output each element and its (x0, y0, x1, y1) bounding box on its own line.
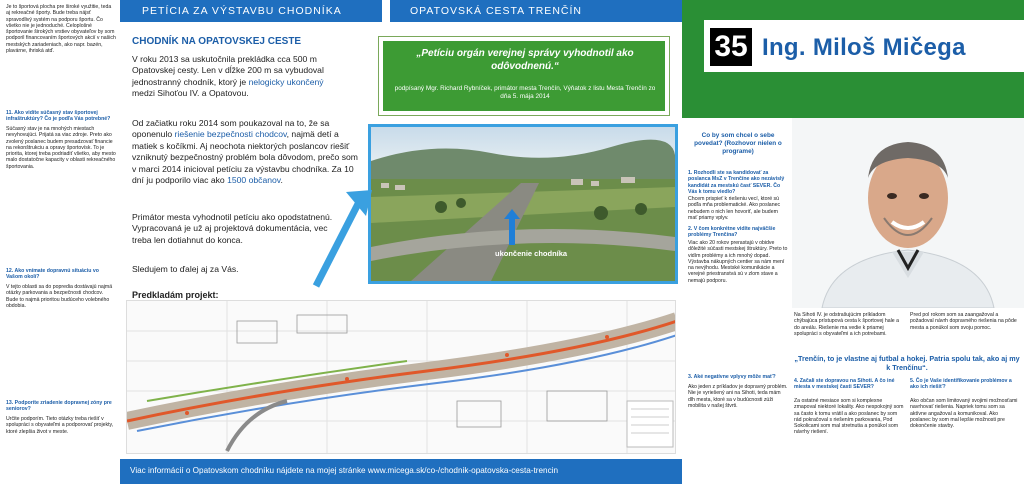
candidate-portrait (792, 118, 1024, 308)
question-11: 11. Ako vidíte súčasný stav športovej infraštruktúry? Čo je podľa Vás potrebné? (6, 110, 111, 123)
interview-a2: Viac ako 20 rokov prerastajú v obidve dôležité súčasti mestskej štruktúry. Preto to vidím problémy a ich mnohý dopad. Výstavba nákupných centier sa nám mení na nevýhodu. Mestské komunikácie a verejné priestranstvá sú v zlom stave a nemajú podporu. (688, 240, 788, 284)
article-para-1-highlight: nelogicky ukončený (248, 76, 324, 87)
banner-title-right: OPATOVSKÁ CESTA TRENČÍN (410, 5, 582, 17)
footer-bar (120, 459, 682, 484)
article-para-1-text: V roku 2013 sa uskutočnila prekládka cca 500 m Opatovskej cesty. Len v dĺžke 200 m sa vybudoval jednostranný chodník, ktorý je (132, 54, 324, 87)
quote-box (378, 36, 670, 116)
candidate-number: 35 (710, 28, 752, 66)
center-column (120, 0, 682, 484)
article-heading: CHODNÍK NA OPATOVSKEJ CESTE (132, 36, 302, 47)
left-column (0, 0, 120, 484)
left-para-1: Je to športová plocha pre široké využitie, teda aj rekreačné športy. Bude treba nájsť spravodlivý systém na podporu športu. Čo všetko nie je jednoduché. Celoplošné športovanie širokých vrstiev obyvateľov by som podporil financovaním športových akcií v našich mestských zariadeniach, ako napr. bazén, plavárne, ihriská atď. (6, 4, 116, 55)
article-para-1-end: medzi Sihoťou IV. a Opatovou. (132, 88, 249, 99)
left-para-3: V tejto oblasti sa do popredia dostávajú najmä otázky parkovania a bezpečnosti chodcov. Bude to najmä prioritou budúceho volebného obdobia. (6, 284, 113, 309)
article-para-2-highlight: riešenie bezpečnosti chodcov (174, 129, 287, 140)
interview-q1: 1. Rozhodli ste sa kandidovať za poslanca MsZ v Trenčíne ako nezávislý kandidát za mestskú časť SEVER. Čo Vás k tomu viedlo? (688, 170, 785, 195)
interview-a3: Ako jeden z príkladov je dopravný problém. Nie je vyriešený ani na Sihoti, teda mám dlh mesta, ktoré sa v budúcnosti zúži mobilita v našej štvrti. (688, 384, 788, 409)
pull-quote: „Trenčín, to je vlastne aj futbal a hokej. Patria spolu tak, ako aj my k Trenčínu“. (794, 354, 1020, 372)
banner-divider (382, 0, 390, 22)
footer-text: Viac informácií o Opatovskom chodníku nájdete na mojej stránke www.micega.sk/co-/chodnik-opatovska-cesta-trencin (130, 466, 559, 475)
article-para-2 (132, 118, 360, 186)
article-para-2-end: . (280, 175, 283, 186)
right-para-1: Na Sihoti IV. je odstrašujúcim príkladom chýbajúca prístupová cesta k športovej hale a do areálu. Riešenie ma vedie k priamej spolupráci s obyvateľmi a ich potrebami. (794, 312, 899, 337)
project-label: Predkladám projekt: (132, 290, 219, 300)
interview-q3: 3. Aké negatívne vplyvy môže mať? (688, 374, 776, 380)
candidate-header (682, 0, 1024, 118)
question-12: 12. Ako vnímate dopravnú situáciu vo Vašom okolí? (6, 268, 99, 281)
top-banner (120, 0, 682, 22)
article-para-1 (132, 54, 338, 100)
aerial-photo (368, 124, 678, 284)
interview-q5: 5. Čo je Vaše identifikovanie problémov a ako ich riešiť? (910, 378, 1012, 391)
interview-q2: 2. V čom konkrétne vidíte najväčšie problémy Trenčína? (688, 226, 776, 239)
article-para-2-body: , najmä detí a matiek s kočíkmi. Aj neochota niektorých poslancov riešiť vzniknutý bezpečnostný problém bola dôvodom, prečo som v marci 2014 inicioval petíciu za výstavbu chodníka. Za 10 dní ju podporilo viac ako (132, 129, 358, 186)
left-para-2: Súčasný stav je na mnohých miestach nevyhovujúci. Prijatá sa viac zdroje. Preto ako zvolený poslanec budem presadzovať financie na rekonštrukciu a opravy športovísk. To je priorita, ktorej treba podriadiť všetko, aby mesto malo dostatočne kapacity v oblasti rekreačného športovania. (6, 126, 116, 170)
article-para-3: Primátor mesta vyhodnotil petíciu ako opodstatnenú. Vypracovaná je už aj projektová dokumentácia, vec treba len dotiahnut do konca. (132, 212, 333, 245)
interview-title: Co by som chcel o sebe povedat? (Rozhovor nielen o programe) (694, 132, 782, 155)
quote-source: podpísaný Mgr. Richard Rybníček, primátor mesta Trenčín, Výňatok z listu Mesta Trenčín zo dňa 5. mája 2014 (394, 85, 656, 100)
quote-text: „Petíciu orgán verejnej správy vyhodnotil ako odôvodnenú.“ (416, 48, 634, 72)
right-para-2: Pred pol rokom som sa zaangažoval a požadoval návrh dopravného riešenia na pôde mesta a ponúkol som svoju pomoc. (910, 312, 1017, 331)
candidate-name: Ing. Miloš Mičega (762, 34, 966, 61)
left-para-4: Určite podporím. Tieto otázky treba riešiť v spolupráci s obyvateľmi a podporovať projekty, ktoré zlepšia život v meste. (6, 416, 114, 435)
question-13: 13. Podporíte zriadenie dopravnej zóny pre seniorov? (6, 400, 112, 413)
candidate-photo (792, 118, 1024, 308)
right-column (682, 0, 1024, 484)
article-para-2-text: Od začiatku roku 2014 som poukazoval na to, že sa oponenulo (132, 118, 330, 140)
project-plan (126, 300, 676, 454)
interview-a1: Chcem prispieť k riešeniu vecí, ktoré sú podľa mňa problematické. Ako poslanec nebudem o nich len hovoriť, ale budem mať priamy vplyv. (688, 196, 781, 221)
interview-q4: 4. Začali ste dopravou na Sihoti. A čo iné miesta v mestskej časti SEVER? (794, 378, 895, 391)
banner-title-left: PETÍCIA ZA VÝSTAVBU CHODNÍKA (142, 5, 342, 17)
article-para-2-count: 1500 občanov (227, 175, 281, 186)
pointer-arrow-icon (310, 186, 376, 296)
photo-caption: ukončenie chodníka (495, 249, 568, 258)
interview-a4: Za ostatné mesiace som si komplexne zmapoval niektoré lokality. Ako nespokojný som sa často k tomu vrátil a ako poslanec by som rád pokračoval s riešením parkovania, Pod Sokolicami som mal stretnutia a ponúkol som návrhy riešení. (794, 398, 904, 436)
arrow-up-icon (504, 209, 520, 219)
interview-a5: Ako občan som limitovaný svojimi možnosťami navrhovať riešenia. Napriek tomu som sa aktívne angažoval a komunikoval. Ako poslanec by som mal lepšie možnosti pre dokončenie stavby. (910, 398, 1018, 430)
project-plan-drawing (127, 301, 676, 454)
article-para-4: Sledujem to ďalej aj za Vás. (132, 264, 239, 274)
